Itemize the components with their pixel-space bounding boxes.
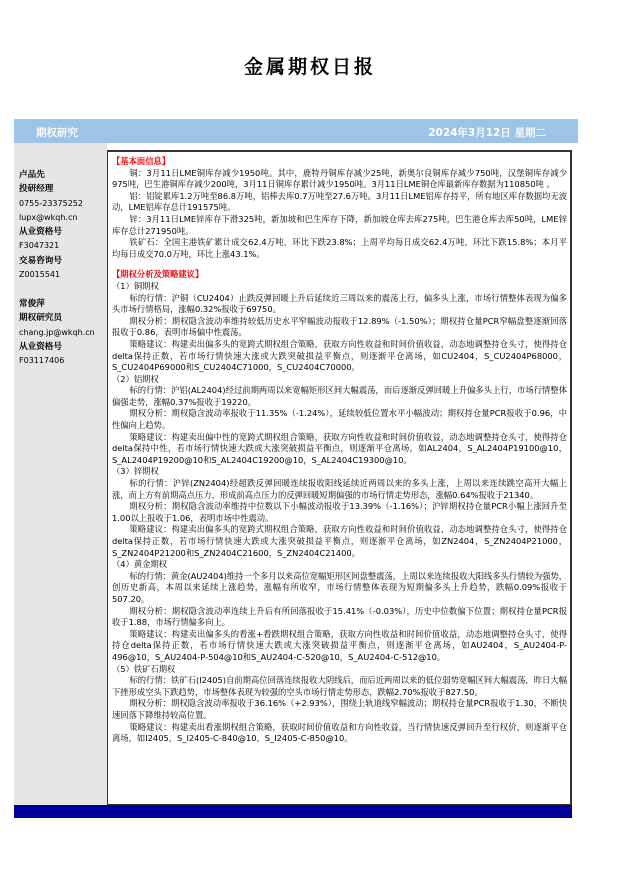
iron-ore-options-analysis: 期权分析：期权隐含波动率报收于36.16%（+2.93%），围绕上轨道线窄幅波动；期权持仓量PCR报收于1.30，不断快速回落下降维持较高位置。 bbox=[112, 698, 567, 720]
cert-label: 从业资格号 bbox=[19, 341, 62, 352]
analyst-role: 投研经理 bbox=[19, 184, 54, 195]
analyst-card bbox=[19, 168, 83, 282]
section-title-gold: （4）黄金期权 bbox=[112, 559, 168, 570]
copper-underlying: 标的行情：沪铜（CU2404）止跌反弹回暖上升后延续近三周以来的震荡上行，偏多头上涨，市场行情整体表现为偏多头市场行情格局，涨幅0.32%报收于69750。 bbox=[112, 292, 567, 315]
section-title-iron-ore: （5）铁矿石期权 bbox=[112, 663, 176, 674]
aluminum-options-analysis: 期权分析：期权隐含波动率报收于11.35%（-1.24%），延续较低位置水平小幅波动；期权持仓量PCR报收于0.96，中性偏向上趋势。 bbox=[112, 408, 567, 431]
copper-options-analysis: 期权分析：期权隐含波动率维持较低历史水平窄幅波动报收于12.89%（-1.50%）；期权持仓量PCR窄幅盘整逐渐回落报收于0.86，表明市场偏中性震荡。 bbox=[112, 315, 567, 338]
analyst-name: 常俊萍 bbox=[19, 299, 45, 309]
aluminum-underlying: 标的行情：沪铝(AL2404)经过前期两周以来宽幅矩形区间大幅震荡，而后逐渐反弹回暖上升偏多头上行，市场行情整体偏强走势，涨幅0.37%报收于19220。 bbox=[112, 385, 567, 407]
fundamentals-heading: 【基本面信息】 bbox=[112, 156, 171, 166]
iron-ore-underlying: 标的行情：铁矿石(I2405)自前期高位回落连续报收大阴线后，而后近两周以来的低位弱势宽幅区间大幅震荡，昨日大幅下挫形成空头下跌趋势，市场整体表现为较强的空头市场行情走势形态，跌幅2.70%报收于827.50。 bbox=[112, 675, 567, 697]
analyst-sidebar bbox=[14, 143, 107, 805]
zinc-underlying: 标的行情：沪锌(ZN2404)经超跌反弹回暖连续报收阳线延续近两周以来的多头上涨，上周以来连续跳空高开大幅上涨，而上方有前期高点压力，形成前高点压力的反弹回暖短期偏强的市场行情走势形态，涨幅0.64%报收于21340。 bbox=[112, 478, 567, 500]
fundamental-zinc: 锌：3月11日LME锌库存下滑325吨，新加坡和巴生库存下降，新加坡仓库去库275吨，巴生港仓库去库50吨，LME锌库存总计271950吨。 bbox=[112, 213, 567, 236]
fundamental-iron-ore: 铁矿石：全国主港铁矿累计成交62.4万吨，环比下跌23.8%；上周平均每日成交62.4万吨，环比下跌15.8%；本月平均每日成交70.0万吨，环比上涨43.1%。 bbox=[112, 237, 567, 259]
cert-number: F3047321 bbox=[19, 241, 60, 251]
section-label: 期权研究 bbox=[36, 127, 78, 139]
report-title: 金属期权日报 bbox=[243, 56, 376, 78]
cert-number: F03117406 bbox=[19, 356, 65, 366]
fundamental-copper: 铜：3月11日LME铜库存减少1950吨。其中，鹿特丹铜库存减少25吨，新奥尔良铜库存减少750吨，汉堡铜库存减少975吨，巴生港铜库存减少200吨，3月11日铜库存累计减少1950吨。3月11日LME铜仓库最新库存数据为110850吨 。 bbox=[112, 167, 567, 190]
report-date: 2024年3月12日 星期二 bbox=[428, 127, 546, 139]
copper-strategy: 策略建议：构建卖出偏多头的宽跨式期权组合策略，获取方向性收益和时间价值收益，动态地调整持仓头寸，使得持仓delta保持正数，若市场行情快速大涨或大跌突破损益平衡点，则逐渐平仓离场，如CU2404，S_CU2404P68000，S_CU2404P69000和S_CU2404C71000，S_CU2404C70000。 bbox=[112, 338, 567, 373]
zinc-options-analysis: 期权分析：期权隐含波动率维持中位数以下小幅波动报收于13.39%（-1.16%）；沪锌期权持仓量PCR小幅上涨回升至1.00以上报收于1.06，表明市场中性震动。 bbox=[112, 501, 567, 523]
header-band bbox=[14, 119, 578, 143]
gold-underlying: 标的行情：黄金(AU2404)维持一个多月以来高位宽幅矩形区间盘整震荡，上周以来连续报收大阳线多头行情较为强势，创历史新高，本周以来延续上涨趋势，涨幅有所收窄，市场行情整体表现为短期偏多头上升趋势，跌幅0.09%报收于507.20。 bbox=[112, 570, 568, 604]
section-title-zinc: （3）锌期权 bbox=[112, 466, 159, 477]
consult-label: 交易咨询号 bbox=[19, 255, 62, 266]
fundamental-aluminum: 铝：铝锭累库1.2万吨至86.8万吨，铝棒去库0.7万吨至27.6万吨。3月11日LME铝库存持平，所有地区库存数据均无波动，LME铝库存总计191575吨。 bbox=[112, 190, 567, 213]
analysis-heading: 【期权分析及策略建议】 bbox=[112, 269, 204, 280]
analysis-sections bbox=[112, 281, 567, 745]
report-body bbox=[107, 150, 572, 806]
cert-label: 从业资格号 bbox=[19, 227, 62, 238]
analyst-card bbox=[19, 297, 95, 368]
aluminum-strategy: 策略建议：构建卖出偏中性的宽跨式期权组合策略，获取方向性收益和时间价值收益，动态地调整持仓头寸，使得持仓delta保持中性，若市场行情快速大跌或大涨突破损益平衡点，则逐渐平仓离场，如AL2404，S_AL2404P19100@10，S_AL2404P19200@10和S_AL2404C19200@10，S_AL2404C19300@10。 bbox=[112, 431, 567, 465]
analyst-name: 卢品先 bbox=[19, 170, 45, 180]
section-title-copper: （1）铜期权 bbox=[112, 280, 159, 291]
analyst-role: 期权研究员 bbox=[19, 313, 62, 324]
iron-ore-strategy: 策略建议：构建卖出看涨期权组合策略，获取时间价值收益和方向性收益，当行情快速反弹回升至行权价，则逐渐平仓离场，如I2405，S_I2405-C-840@10，S_I2405-C-850@10。 bbox=[112, 721, 567, 744]
analyst-email[interactable]: chang.jp@wkqh.cn bbox=[19, 327, 95, 337]
gold-strategy: 策略建议：构建卖出偏多头的看涨+看跌期权组合策略，获取方向性收益和时间价值收益，动态地调整持仓头寸，使得持仓delta保持正数，若市场行情快速大跌或大涨突破损益平衡点，则逐渐平仓离场，如AU2404，S_AU2404-P-496@10，S_AU2404-P-504@10和S_AU2404-C-520@10，S_AU2404-C-512@10。 bbox=[112, 628, 567, 662]
footer-bar bbox=[14, 805, 572, 818]
section-title-aluminum: （2）铝期权 bbox=[112, 373, 159, 384]
gold-options-analysis: 期权分析：期权隐含波动率连续上升后有所回落报收于15.41%（-0.03%），历史中位数偏下位置；期权持仓量PCR报收于1.88，市场行情偏多向上。 bbox=[112, 605, 567, 628]
consult-number: Z0015541 bbox=[19, 270, 61, 280]
analyst-phone: 0755-23375252 bbox=[19, 198, 83, 208]
analyst-email[interactable]: lupx@wkqh.cn bbox=[19, 212, 78, 222]
zinc-strategy: 策略建议：构建卖出偏多头的宽跨式期权组合策略，获取方向性收益和时间价值收益，动态地调整持仓头寸，使得持仓delta保持正数，若市场行情快速大跌或大涨突破损益平衡点，则逐渐平仓离场，如ZN2404，S_ZN2404P21000，S_ZN2404P21200和S_ZN2404C21600，S_ZN2404C21400。 bbox=[112, 524, 567, 558]
